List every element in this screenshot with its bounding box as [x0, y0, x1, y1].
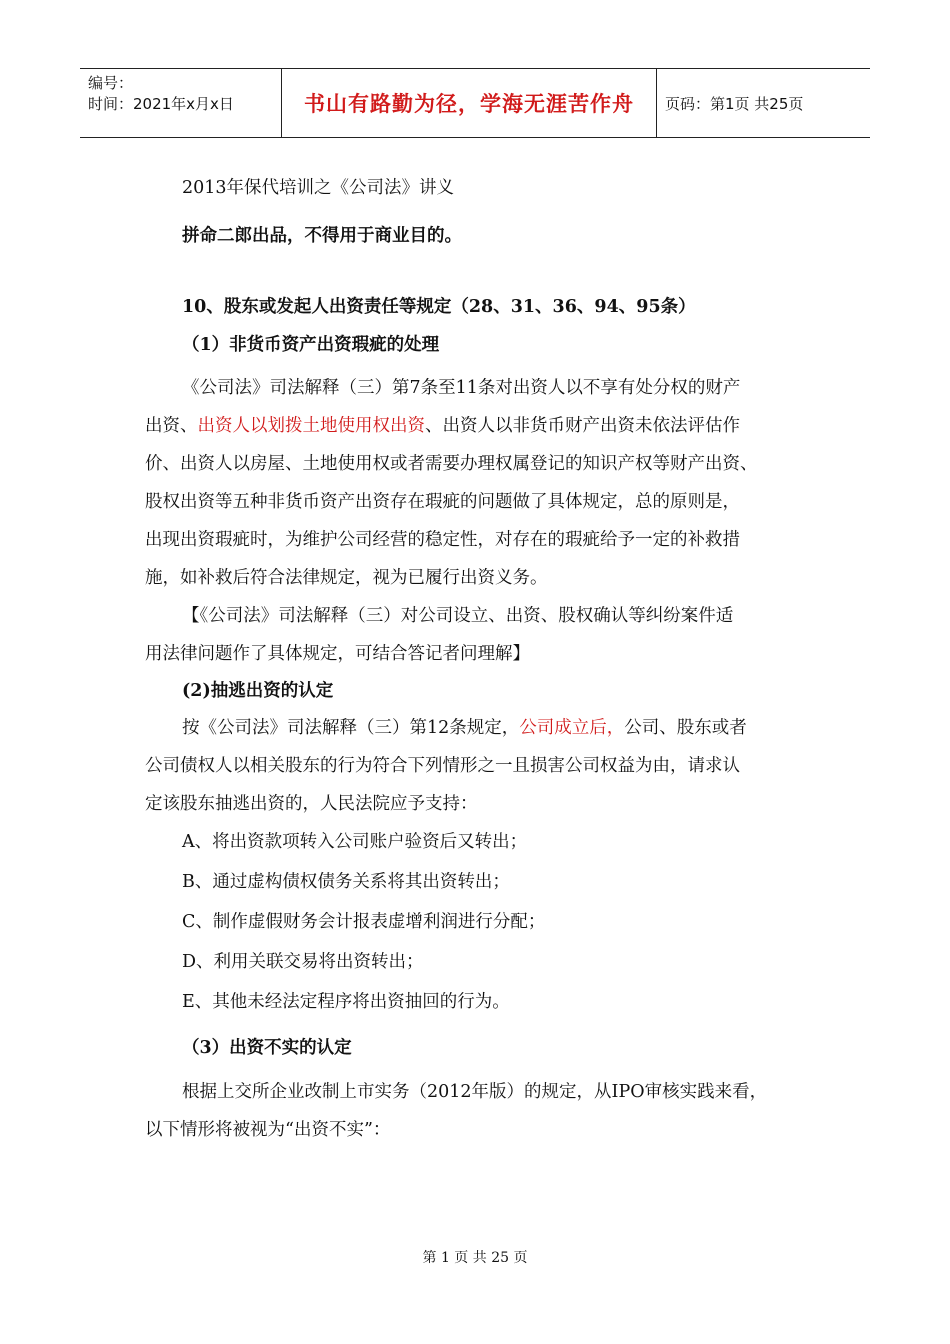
list-item: E、其他未经法定程序将出资抽回的行为。: [182, 992, 510, 1012]
text-run: 出资、: [145, 416, 198, 436]
section-10-heading: 10、股东或发起人出资责任等规定（28、31、36、94、95条）: [182, 297, 696, 317]
header-page-number: 页码：第1页 共25页: [665, 94, 804, 113]
text-run: 公司、股东或者: [624, 718, 747, 738]
subsection-3-heading: （3）出资不实的认定: [182, 1038, 352, 1058]
s1-paragraph-line: 《公司法》司法解释（三）第7条至11条对出资人以不享有处分权的财产: [182, 378, 741, 398]
s1-paragraph-line: 出现出资瑕疵时，为维护公司经营的稳定性，对存在的瑕疵给予一定的补救措: [145, 530, 740, 550]
header-number: 编号：: [88, 74, 134, 92]
list-item: C、制作虚假财务会计报表虚增利润进行分配；: [182, 912, 546, 932]
highlighted-text: 公司成立后，: [519, 718, 625, 738]
s1-paragraph-line: 价、出资人以房屋、土地使用权或者需要办理权属登记的知识产权等财产出资、: [145, 454, 758, 474]
list-item: B、通过虚构债权债务关系将其出资转出；: [182, 872, 510, 892]
s2-paragraph-line: [182, 714, 847, 739]
header-time: 时间：2021年x月x日: [88, 95, 234, 113]
header-motto: 书山有路勤为径，学海无涯苦作舟: [304, 92, 634, 116]
highlighted-text: 出资人以划拨土地使用权出资: [197, 416, 425, 436]
list-item: D、利用关联交易将出资转出；: [182, 952, 424, 972]
s3-paragraph-line: 以下情形将被视为“出资不实”：: [145, 1120, 391, 1140]
s1-paragraph-line: 施，如补救后符合法律规定，视为已履行出资义务。: [145, 568, 548, 588]
s2-paragraph-line: 公司债权人以相关股东的行为符合下列情形之一且损害公司权益为由，请求认: [145, 756, 740, 776]
s1-note-line: 【《公司法》司法解释（三）对公司设立、出资、股权确认等纠纷案件适: [182, 606, 734, 626]
text-run: 、出资人以非货币财产出资未依法评估作: [425, 416, 740, 436]
header-meta: [80, 69, 282, 137]
header-page-cell: [657, 69, 870, 137]
header-motto-cell: [282, 69, 657, 137]
page-footer: 第 1 页 共 25 页: [422, 1250, 528, 1266]
page-header: [80, 68, 870, 138]
document-title: 2013年保代培训之《公司法》讲义: [182, 178, 455, 198]
s1-paragraph-line: [145, 412, 810, 437]
s3-paragraph-line: 根据上交所企业改制上市实务（2012年版）的规定，从IPO审核实践来看，: [182, 1082, 768, 1102]
list-item: A、将出资款项转入公司账户验资后又转出；: [182, 832, 528, 852]
s2-paragraph-line: 定该股东抽逃出资的，人民法院应予支持：: [145, 794, 478, 814]
document-subtitle: 拼命二郎出品，不得用于商业目的。: [182, 226, 462, 246]
text-run: 按《公司法》司法解释（三）第12条规定，: [182, 718, 520, 738]
subsection-1-heading: （1）非货币资产出资瑕疵的处理: [182, 335, 440, 355]
s1-note-line: 用法律问题作了具体规定，可结合答记者问理解】: [145, 644, 530, 664]
s1-paragraph-line: 股权出资等五种非货币资产出资存在瑕疵的问题做了具体规定，总的原则是，: [145, 492, 740, 512]
subsection-2-heading: (2)抽逃出资的认定: [182, 681, 334, 701]
